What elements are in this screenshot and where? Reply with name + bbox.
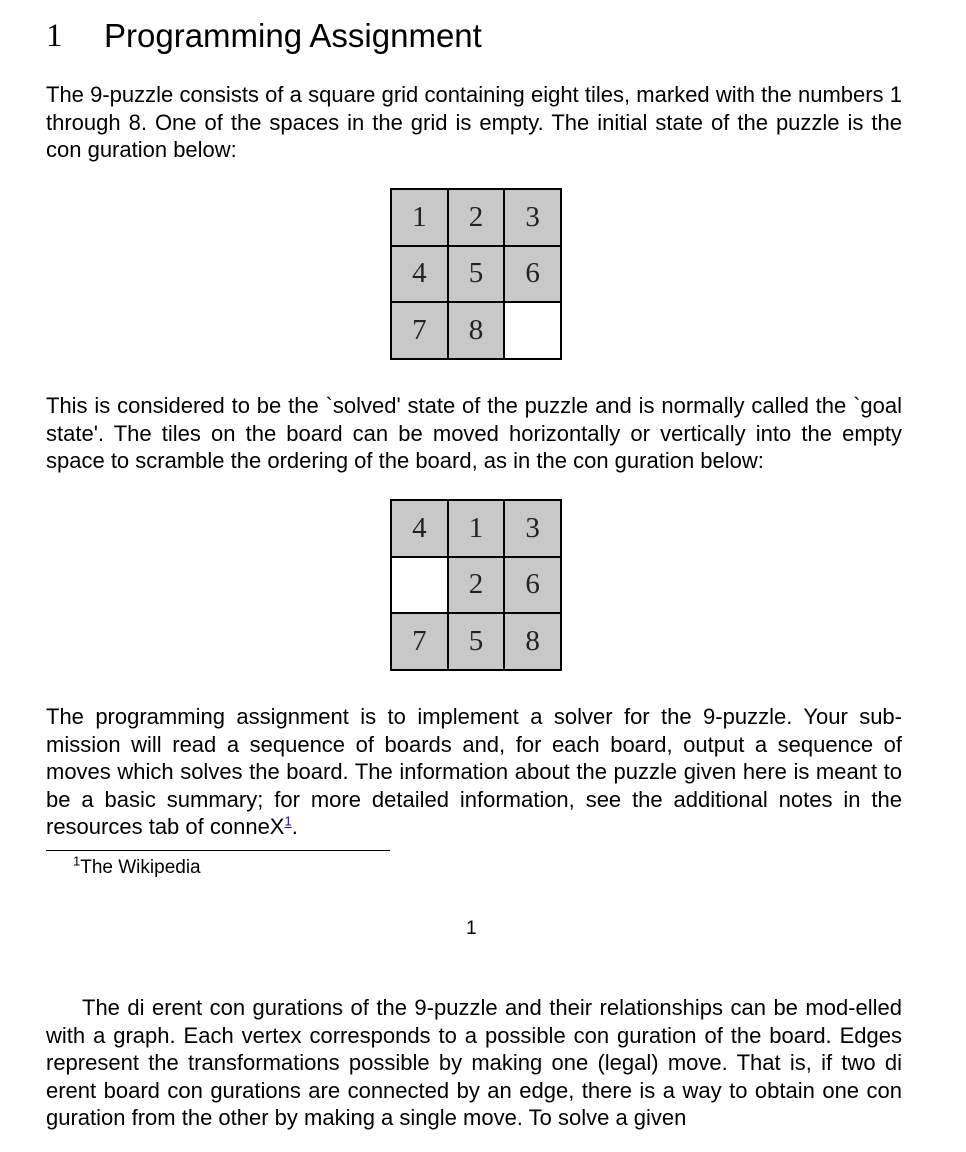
- section-title: Programming Assignment: [104, 17, 482, 54]
- board-cell: 8: [448, 302, 505, 359]
- footnote-mark: 1: [73, 853, 81, 869]
- section-heading: [46, 14, 482, 58]
- board-cell: 4: [391, 500, 448, 557]
- board-cell: 3: [504, 500, 561, 557]
- assignment-text: The programming assignment is to implement a solver for the 9-puzzle. Your sub-mission will read a sequence of boards and, for each board, output a sequence of moves which solves the board. The information about the puzzle given here is meant to be a basic summary; for more detailed information, see the additional notes in the resources tab of conneX: [46, 704, 902, 839]
- assignment-paragraph: [46, 703, 902, 841]
- footnote: [73, 853, 201, 880]
- empty-cell: [391, 557, 448, 614]
- board-cell: 8: [504, 613, 561, 670]
- scrambled-board: [390, 499, 562, 671]
- page-number: 1: [466, 918, 477, 939]
- board-cell: 6: [504, 557, 561, 614]
- board-cell: 5: [448, 246, 505, 303]
- board-cell: 7: [391, 302, 448, 359]
- board-cell: 1: [448, 500, 505, 557]
- footnote-link[interactable]: 1: [284, 813, 292, 829]
- solved-state-paragraph: This is considered to be the `solved' state of the puzzle and is normally called the `goal state'. The tiles on the board can be moved horizontally or vertically into the empty space to scramble the ordering of the board, as in the con guration below:: [46, 393, 902, 473]
- board-cell: 2: [448, 557, 505, 614]
- goal-board: [390, 188, 562, 360]
- assignment-period: .: [291, 814, 298, 839]
- board-cell: 1: [391, 189, 448, 246]
- empty-cell: [504, 302, 561, 359]
- board-cell: 5: [448, 613, 505, 670]
- board-cell: 6: [504, 246, 561, 303]
- footnote-divider: [46, 850, 390, 851]
- board-cell: 4: [391, 246, 448, 303]
- board-cell: 2: [448, 189, 505, 246]
- board-cell: 7: [391, 613, 448, 670]
- board-cell: 3: [504, 189, 561, 246]
- footnote-text: The Wikipedia: [80, 857, 201, 878]
- intro-paragraph: The 9-puzzle consists of a square grid containing eight tiles, marked with the numbers 1 through 8. One of the spaces in the grid is empty. The initial state of the puzzle is the con guration below:: [46, 82, 902, 162]
- section-number: 1: [46, 17, 63, 54]
- graph-paragraph: The di erent con gurations of the 9-puzzle and their relationships can be mod-elled with a graph. Each vertex corresponds to a possible con guration of the board. Edges represent the transformations possible by making one (legal) move. That is, if two di erent board con gurations are connected by an edge, there is a way to obtain one con guration from the other by making a single move. To solve a given: [46, 995, 902, 1130]
